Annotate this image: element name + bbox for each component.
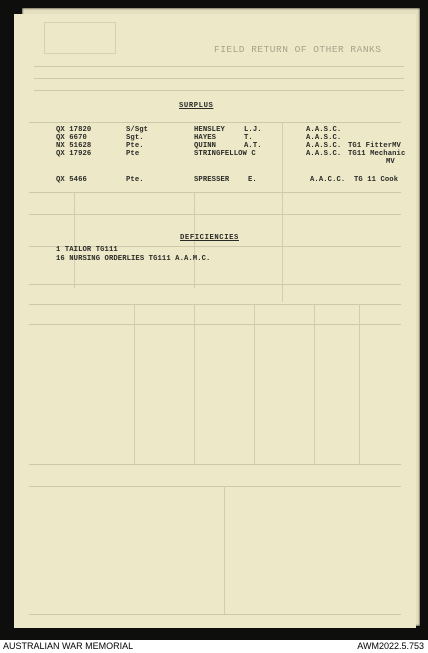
surplus-heading: SURPLUS xyxy=(179,102,214,110)
service-number: NX 51628 xyxy=(56,142,92,150)
faint-line xyxy=(34,66,404,67)
grid-line xyxy=(29,122,401,123)
surname: HENSLEY xyxy=(194,126,225,134)
rank: Pte. xyxy=(126,176,144,184)
grid-line xyxy=(194,304,195,464)
grid-line xyxy=(29,214,401,215)
trade-note: TG 11 Cook xyxy=(354,176,399,184)
grid-line xyxy=(282,122,283,302)
grid-line xyxy=(359,304,360,464)
form-title: FIELD RETURN OF OTHER RANKS xyxy=(214,44,382,55)
trade-note: MV xyxy=(386,158,395,166)
unit: A.A.S.C. xyxy=(306,142,342,150)
service-number: QX 17820 xyxy=(56,126,92,134)
unit: A.A.S.C. xyxy=(306,150,342,158)
service-number: QX 6670 xyxy=(56,134,87,142)
grid-line xyxy=(74,192,75,288)
initials: A.T. xyxy=(244,142,262,150)
trade-note: TG11 Mechanic xyxy=(348,150,406,158)
unit: A.A.S.C. xyxy=(306,134,342,142)
service-number: QX 5466 xyxy=(56,176,87,184)
grid-line xyxy=(29,486,401,487)
rank: S/Sgt xyxy=(126,126,149,134)
rank: Sgt. xyxy=(126,134,144,142)
deficiency-line: 16 NURSING ORDERLIES TG111 A.A.M.C. xyxy=(56,255,211,263)
surname: HAYES xyxy=(194,134,217,142)
trade-note: TG1 FitterMV xyxy=(348,142,401,150)
deficiency-line: 1 TAILOR TG111 xyxy=(56,246,118,254)
initials: L.J. xyxy=(244,126,262,134)
surname: SPRESSER xyxy=(194,176,230,184)
grid-line xyxy=(134,304,135,464)
grid-line xyxy=(29,192,401,193)
surname: QUINN xyxy=(194,142,217,150)
archive-name: AUSTRALIAN WAR MEMORIAL xyxy=(3,641,134,651)
faint-stamp-box xyxy=(44,22,116,54)
rank: Pte. xyxy=(126,142,144,150)
archive-footer xyxy=(0,640,428,653)
grid-line xyxy=(314,304,315,464)
grid-line xyxy=(29,304,401,305)
grid-line xyxy=(29,464,401,465)
unit: A.A.C.C. xyxy=(310,176,346,184)
grid-line xyxy=(29,614,401,615)
grid-line xyxy=(224,486,225,614)
grid-line xyxy=(29,324,401,325)
accession-number: AWM2022.5.753 xyxy=(357,641,424,651)
faint-line xyxy=(34,90,404,91)
grid-line xyxy=(254,304,255,464)
surname: STRINGFELLOW C xyxy=(194,150,256,158)
initials: E. xyxy=(248,176,257,184)
unit: A.A.S.C. xyxy=(306,126,342,134)
initials: T. xyxy=(244,134,253,142)
document-page xyxy=(14,14,416,628)
rank: Pte xyxy=(126,150,140,158)
deficiencies-heading: DEFICIENCIES xyxy=(180,234,239,242)
grid-line xyxy=(29,284,401,285)
service-number: QX 17926 xyxy=(56,150,92,158)
faint-line xyxy=(34,78,404,79)
